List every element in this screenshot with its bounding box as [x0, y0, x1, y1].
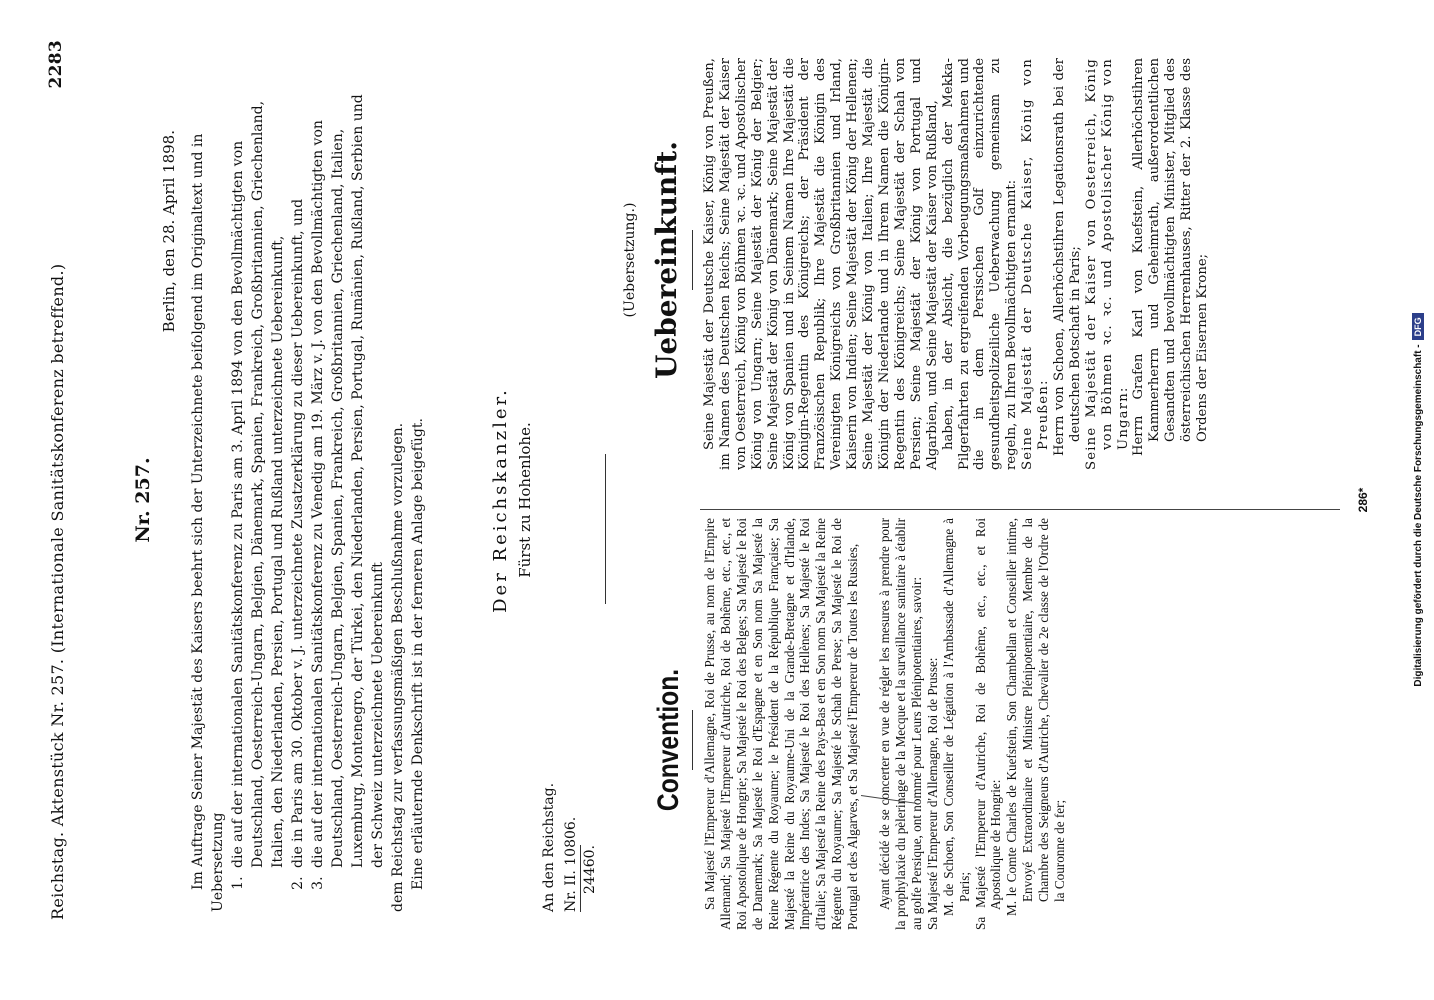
divider-line	[605, 454, 606, 604]
address-block	[540, 783, 599, 912]
document-number: Nr. 257.	[132, 457, 154, 543]
header-title: Reichstag. Aktenstück Nr. 257. (Internationale Sanitätskonferenz betreffend.)	[48, 263, 67, 920]
cover-outro: dem Reichstag zur verfassungsmäßigen Beschlußnahme vorzulegen.	[390, 422, 406, 912]
de-preamble: Seine Majestät der Deutsche Kaiser, König von Preußen, im Namen des Deutschen Reichs; Seine Majestät der Kaiser von Oesterreich, König von Böhmen ꝛc. ꝛc. und Apostolischer König von Ungarn; Seine Majestät der König der Belgier; Seine Majestät der König von Dänemark; Seine Majestät der König von Spanien und in Seinem Namen Ihre Majestät die Königin-Regentin des Königreichs; der Präsident der Französischen Republik; Ihre Majestät die Königin des Vereinigten Königreichs von Großbritannien und Irland, Kaiserin von Indien; Seine Majestät der König der Hellenen; Seine Majestät der König von Italien; Ihre Majestät die Königin der Niederlande und in Ihrem Namen die Königin-Regentin des Königreichs; Seine Majestät der Schah von Persien; Seine Majestät der König von Portugal und Algarbien, und Seine Majestät der Kaiser von Rußland,	[702, 58, 940, 470]
submission-item: 1. die auf der internationalen Sanitätskonferenz zu Paris am 3. April 1894 von den Bevollmächtigten von Deutschland, Oesterreich-Ungarn, Belgien, Dänemark, Spanien, Frankreich, Großbritannien, Griechenland, Italien, den Niederlanden, Persien, Portugal und Rußland unterzeichnete Uebereinkunft,	[228, 92, 288, 872]
submission-item: 2. die in Paris am 30. Oktober v. J. unterzeichnete Zusatzerklärung zu dieser Uebereinkunft, und	[288, 92, 308, 872]
dfg-logo: DFG	[1412, 313, 1424, 340]
de-sovereign-1: Seine Majestät der Deutsche Kaiser, König von Preußen:	[1020, 58, 1052, 470]
de-purpose: haben, in der Absicht, die bezüglich der Mekka-Pilgerfahrten zu ergreifenden Vorbeugungsmaßnahmen und die in dem Persischen Golf einzurichtende gesundheitspolizeiliche Ueberwachung gemeinsam zu regeln, zu Ihren Bevollmächtigten ernannt:	[940, 58, 1020, 470]
title-rule	[692, 230, 693, 290]
submission-list	[228, 92, 388, 912]
german-column	[702, 58, 1211, 470]
column-divider	[700, 509, 1340, 510]
fr-plenipotentiary-1: M. de Schoen, Son Conseiller de Légation à l'Ambassade d'Allemagne à Paris;	[940, 518, 972, 916]
title-rule	[692, 710, 693, 770]
fr-sovereign-1: Sa Majesté l'Empereur d'Allemagne, Roi de Prusse:	[924, 657, 940, 930]
address-recipient: An den Reichstag.	[541, 782, 557, 912]
digitization-credit	[1412, 0, 1424, 1000]
de-plenipotentiary-1: Herrn von Schoen, Allerhöchstihren Legationsrath bei der deutschen Botschaft in Paris;	[1051, 58, 1083, 456]
signature-title: Der Reichskanzler.	[490, 387, 511, 613]
cover-intro: Im Auftrage Seiner Majestät des Kaisers beehrt sich der Unterzeichnete beifolgend im Originaltext und in Uebersetzung	[190, 133, 226, 912]
french-column	[702, 518, 1068, 930]
fr-purpose: Ayant décidé de se concerter en vue de régler les mesures à prendre pour la prophylaxie du pèlerinage de la Mecque et la surveillance sanitaire à établir au golfe Persique, ont nommé pour Leurs Plénipotentiaires, savoir:	[877, 518, 924, 930]
signature-name: Fürst zu Hohenlohe.	[516, 422, 534, 578]
german-title: Uebereinkunft.	[650, 140, 683, 380]
de-plenipotentiary-2: Herrn Grafen Karl von Kuefstein, Allerhöchstihren Kammerherrn und Geheimrath, außerordentlichen Gesandten und bevollmächtigten Minister, Mitglied des österreichischen Herrenhauses, Ritter der 2. Klasse des Ordens der Eisernen Krone;	[1131, 58, 1211, 456]
cover-letter	[188, 92, 428, 912]
cover-note: Eine erläuternde Denkschrift ist in der ferneren Anlage beigefügt.	[410, 418, 426, 890]
fr-sovereign-2: Sa Majesté l'Empereur d'Autriche, Roi de Bohême, etc., etc., et Roi Apostolique de Hongrie:	[972, 518, 1004, 930]
submission-item: 3. die auf der internationalen Sanitätskonferenz zu Venedig am 19. März v. J. von den Bevollmächtigten von Deutschland, Oesterreich-Ungarn, Belgien, Spanien, Frankreich, Großbritannien, Griechenland, Italien, Luxemburg, Montenegro, der Türkei, den Niederlanden, Persien, Portugal, Rumänien, Rußland, Serbien und der Schweiz unterzeichnete Uebereinkunft	[308, 92, 388, 872]
page-number: 2283	[46, 40, 66, 89]
address-reference: Nr. II. 10806.	[563, 816, 579, 912]
address-number: 24460.	[580, 845, 599, 912]
de-sovereign-2: Seine Majestät der Kaiser von Oesterreich, König von Böhmen ꝛc. ꝛc. und Apostolischer König von Ungarn:	[1083, 58, 1131, 470]
french-title: Convention.	[652, 668, 685, 812]
credit-text: Digitalisierung gefördert durch die Deutsche Forschungsgemeinschaft -	[1413, 344, 1424, 687]
document-date: Berlin, den 28. April 1898.	[160, 130, 178, 333]
page-signature: 286*	[1356, 487, 1370, 513]
fr-plenipotentiary-2: M. le Comte Charles de Kuefstein, Son Chambellan et Conseiller intime, Envoyé Extraordinaire et Ministre Plénipotentiaire, Membre de la Chambre des Seigneurs d'Autriche, Chevalier de 2e classe de l'Ordre de la Couronne de fer;	[1004, 518, 1068, 916]
running-header	[34, 40, 74, 920]
translation-note: (Uebersetzung.)	[622, 202, 638, 318]
fr-preamble: Sa Majesté l'Empereur d'Allemagne, Roi de Prusse, au nom de l'Empire Allemand; Sa Majesté l'Empereur d'Autriche, Roi de Bohême, etc., etc., et Roi Apostolique de Hongrie; Sa Majesté le Roi des Belges; Sa Majesté le Roi de Danemark; Sa Majesté le Roi d'Espagne et en Son nom Sa Majesté la Reine Régente du Royaume; le Président de la République Française; Sa Majesté la Reine du Royaume-Uni de la Grande-Bretagne et d'Irlande, Impératrice des Indes; Sa Majesté le Roi des Hellènes; Sa Majesté le Roi d'Italie; Sa Majesté la Reine des Pays-Bas et en Son nom Sa Majesté la Reine Régente du Royaume; Sa Majesté le Schah de Perse; Sa Majesté le Roi de Portugal et des Algarves, et Sa Majesté l'Empereur de Toutes les Russies,	[702, 518, 861, 930]
